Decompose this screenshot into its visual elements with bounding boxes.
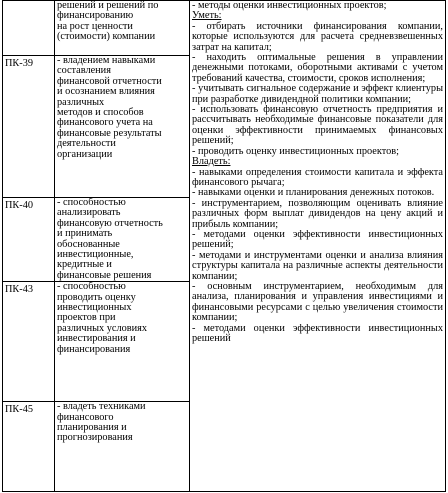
competence-line: - способностью [57, 197, 126, 208]
outcome-item: - методами оценки эффективности инвестиционных решений [192, 322, 443, 344]
competence-line: - владеть техниками [57, 401, 146, 413]
competence-code-cell [3, 282, 55, 402]
competence-line: анализировать [57, 207, 121, 219]
competence-code: ПК-43 [5, 284, 34, 296]
competence-line: инвестиционные, [57, 249, 134, 261]
competence-line: финансовой отчетности [57, 75, 162, 87]
competence-line: - способностью [57, 281, 126, 293]
competence-line: обоснованные [57, 238, 120, 250]
competence-line: - владением навыками [57, 55, 156, 66]
competence-line: проводить оценку [57, 291, 136, 303]
competence-line: инвестиционных [57, 302, 132, 314]
competence-line: планирования и [57, 422, 127, 434]
competence-line: и осознанием влияния [57, 86, 155, 98]
outcome-item: - находить оптимальные решения в управлении денежными потоками, оборотными активами с учетом требований качества, стоимости, сроков исполнения; [192, 52, 443, 84]
competence-line: различных условиях [57, 322, 148, 334]
competence-line: финансирования [57, 343, 131, 355]
competence-code [5, 1, 52, 4]
competence-line: проектов при [57, 312, 116, 324]
competence-code: ПК-45 [5, 404, 34, 416]
competence-line: финансового [57, 411, 114, 423]
outcome-item: - использовать финансовую отчетность предприятия и рассчитывать необходимые финансовые показатели для оценки эффективности принимаемых финансовых решений; [192, 104, 443, 147]
competence-line: прогнозирования [57, 432, 133, 444]
outcome-item: - учитывать сигнальное содержание и эффект клиентуры при разработке дивидендной политики компании; [192, 83, 443, 105]
competence-line: различных [57, 96, 105, 108]
outcome-item: - методами и инструментами оценки и анализа влияния структуры капитала на различные аспекты деятельности компании; [192, 249, 443, 282]
competence-description-cell [55, 282, 190, 402]
competence-line: кредитные и [57, 259, 112, 271]
learning-outcomes-cell [190, 1, 446, 492]
competence-line: финансированию [57, 10, 134, 22]
competence-line: инвестирования и [57, 333, 136, 345]
competence-line: финансового учета на [57, 117, 153, 129]
outcome-item: - проводить оценку инвестиционных проектов; [192, 145, 399, 157]
competence-line: на рост ценности [57, 20, 133, 32]
competence-line: деятельности [57, 138, 116, 150]
competence-code: ПК-40 [5, 200, 34, 211]
outcome-item: - отбирать источники финансирования компании, которые используются для расчета средневзвешенных затрат на капитал; [192, 20, 443, 53]
competence-code: ПК-39 [5, 58, 34, 69]
competence-description-cell [55, 402, 190, 492]
outcome-item: - навыками определения стоимости капитала и эффекта финансового рычага; [192, 166, 443, 188]
outcome-item: - инструментарием, позволяющим оценивать влияние различных форм выплат дивидендов на цену акций и прибыль компании; [192, 197, 443, 230]
competence-code-cell [3, 56, 55, 198]
competence-description-cell [55, 56, 190, 198]
competencies-table [2, 0, 446, 492]
competence-line: финансовые решения [57, 269, 152, 281]
vladet-heading: Владеть: [192, 156, 231, 168]
competence-line: решений и решений по [57, 0, 159, 11]
table-row [3, 1, 446, 56]
competence-description-cell [55, 1, 190, 56]
competence-line: и принимать [57, 228, 113, 240]
competence-code-cell [3, 1, 55, 56]
outcome-item: - основным инструментарием, необходимым для анализа, планирования и управления инвестициями и финансовыми ресурсами с целью увеличения стоимости компании; [192, 280, 443, 324]
competence-line: методов и способов [57, 107, 144, 119]
competence-code-cell [3, 402, 55, 492]
outcome-item: - навыками оценки и планирования денежных потоков. [192, 187, 435, 199]
competence-line: финансовые результаты [57, 127, 162, 139]
outcome-item: - методами оценки эффективности инвестиционных решений; [192, 228, 443, 251]
competence-description-cell [55, 198, 190, 282]
outcome-item: - методы оценки инвестиционных проектов; [192, 0, 387, 11]
competence-line: составления [57, 65, 111, 77]
competence-line: финансовую отчетность [57, 217, 163, 229]
competence-line: (стоимости) компании [57, 31, 156, 43]
competence-code-cell [3, 198, 55, 282]
competence-line: организации [57, 148, 113, 160]
umet-heading: Уметь: [192, 10, 222, 22]
